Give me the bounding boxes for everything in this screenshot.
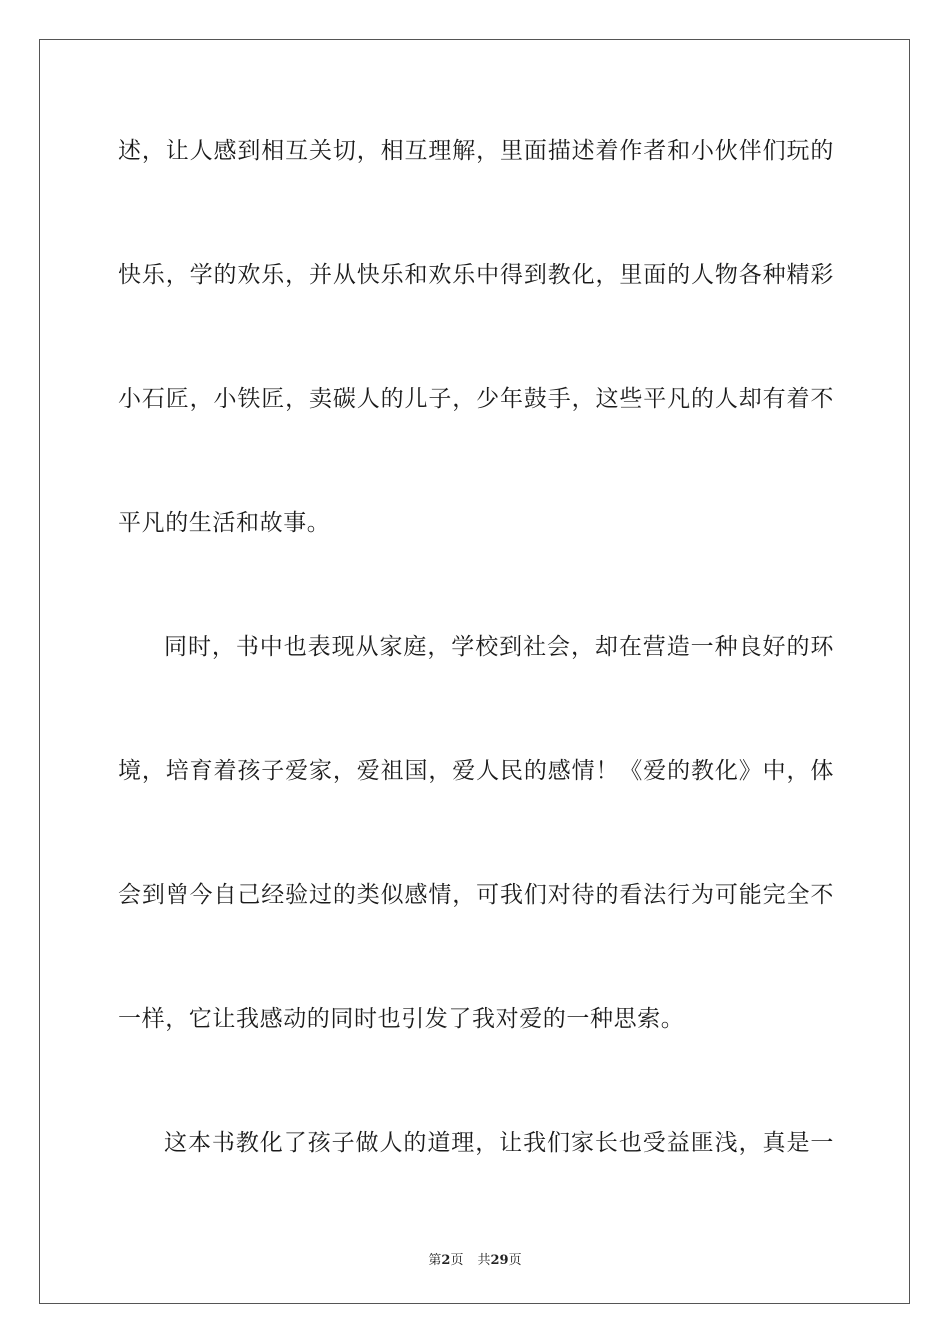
paragraph-line: 一样，它让我感动的同时也引发了我对爱的一种思索。 bbox=[118, 1006, 685, 1032]
page-footer bbox=[0, 1249, 950, 1268]
page-suffix: 页 bbox=[450, 1253, 464, 1268]
page-border bbox=[39, 39, 910, 1304]
paragraph-line: 境，培育着孩子爱家，爱祖国，爱人民的感情！《爱的教化》中，体 bbox=[118, 758, 834, 784]
total-prefix: 共 bbox=[477, 1253, 491, 1268]
paragraph-line: 快乐，学的欢乐，并从快乐和欢乐中得到教化，里面的人物各种精彩 bbox=[118, 262, 834, 288]
page-number: 2 bbox=[441, 1253, 451, 1268]
paragraph-line: 小石匠，小铁匠，卖碳人的儿子，少年鼓手，这些平凡的人却有着不 bbox=[118, 386, 834, 412]
paragraph-line: 这本书教化了孩子做人的道理，让我们家长也受益匪浅，真是一 bbox=[164, 1130, 834, 1156]
paragraph-line: 会到曾今自己经验过的类似感情，可我们对待的看法行为可能完全不 bbox=[118, 882, 834, 908]
total-pages: 29 bbox=[490, 1253, 509, 1268]
total-suffix: 页 bbox=[508, 1253, 522, 1268]
paragraph-line: 述，让人感到相互关切，相互理解，里面描述着作者和小伙伴们玩的 bbox=[118, 138, 834, 164]
page-prefix: 第 bbox=[428, 1253, 442, 1268]
paragraph-line: 平凡的生活和故事。 bbox=[118, 510, 331, 536]
paragraph-line: 同时，书中也表现从家庭，学校到社会，却在营造一种良好的环 bbox=[164, 634, 834, 660]
